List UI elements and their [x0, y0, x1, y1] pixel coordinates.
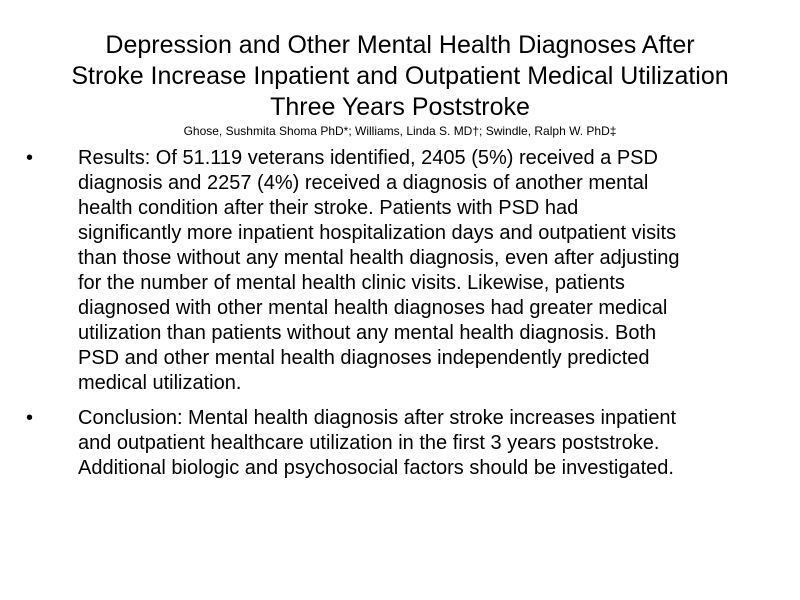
bullet-dot-icon: • — [26, 147, 34, 169]
bullet-line: utilization than patients without any mental health diagnosis. Both — [78, 322, 657, 344]
title-line: Stroke Increase Inpatient and Outpatient Medical Utilization — [71, 62, 729, 90]
bullet-line: medical utilization. — [78, 372, 242, 394]
title-block — [40, 30, 760, 139]
bullet-list — [26, 146, 766, 491]
bullet-line: health condition after their stroke. Patients with PSD had — [78, 197, 579, 219]
bullet-line: diagnosis and 2257 (4%) received a diagnosis of another mental — [78, 172, 649, 194]
bullet-line: Results: Of 51.119 veterans identified, 2405 (5%) received a PSD — [78, 147, 658, 169]
bullet-line: significantly more inpatient hospitalization days and outpatient visits — [78, 222, 677, 244]
bullet-dot-icon: • — [26, 407, 34, 429]
bullet-line: for the number of mental health clinic visits. Likewise, patients — [78, 272, 625, 294]
title-line: Three Years Poststroke — [270, 93, 530, 121]
bullet-conclusion — [26, 406, 766, 481]
bullet-line: Conclusion: Mental health diagnosis after stroke increases inpatient — [78, 407, 677, 429]
slide-title — [40, 30, 760, 123]
bullet-line: and outpatient healthcare utilization in the first 3 years poststroke. — [78, 432, 660, 454]
bullet-line: Additional biologic and psychosocial factors should be investigated. — [78, 457, 674, 479]
bullet-line: PSD and other mental health diagnoses independently predicted — [78, 347, 650, 369]
bullet-line: diagnosed with other mental health diagnoses had greater medical — [78, 297, 668, 319]
authors-line: Ghose, Sushmita Shoma PhD*; Williams, Linda S. MD†; Swindle, Ralph W. PhD‡ — [183, 124, 617, 138]
bullet-results — [26, 146, 766, 396]
title-line: Depression and Other Mental Health Diagnoses After — [105, 31, 695, 59]
bullet-line: than those without any mental health diagnosis, even after adjusting — [78, 247, 680, 269]
